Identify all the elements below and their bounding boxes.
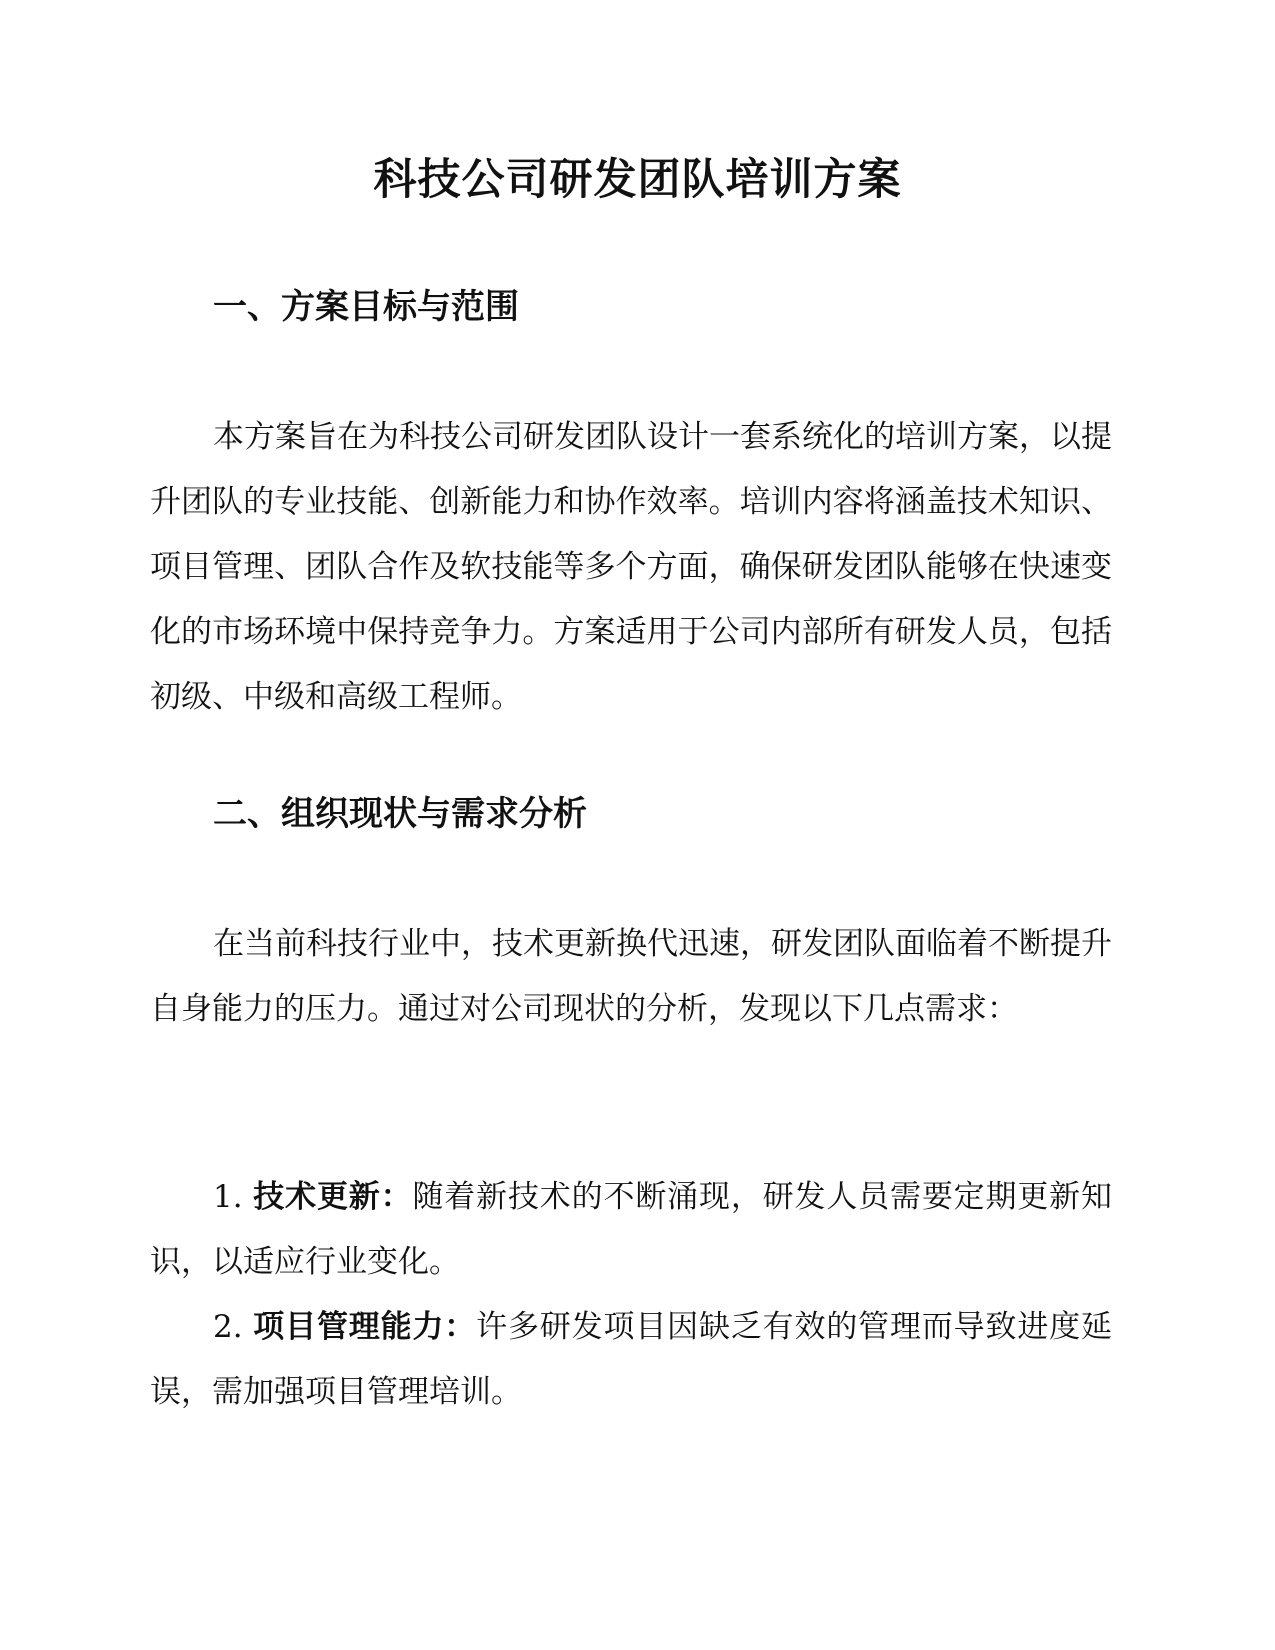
list-item-technology-update bbox=[150, 1165, 1112, 1295]
document-title: 科技公司研发团队培训方案 bbox=[373, 155, 902, 205]
section-2-paragraph: 在当前科技行业中，技术更新换代迅速，研发团队面临着不断提升自身能力的压力。通过对公司现状的分析，发现以下几点需求： bbox=[150, 926, 1112, 1027]
list-item-number: 2. bbox=[213, 1309, 254, 1345]
section-2-heading: 二、组织现状与需求分析 bbox=[213, 794, 587, 834]
list-item-lead: 项目管理能力： bbox=[253, 1309, 477, 1345]
list-item-lead: 技术更新： bbox=[253, 1179, 413, 1215]
list-item-text: 随着新技术的不断涌现，研发人员需要定期更新知识，以适应行业变化。 bbox=[150, 1179, 1113, 1280]
list-item-project-management bbox=[150, 1295, 1112, 1425]
list-item-number: 1. bbox=[213, 1179, 254, 1215]
section-1-paragraph: 本方案旨在为科技公司研发团队设计一套系统化的培训方案，以提升团队的专业技能、创新能力和协作效率。培训内容将涵盖技术知识、项目管理、团队合作及软技能等多个方面，确保研发团队能够在快速变化的市场环境中保持竞争力。方案适用于公司内部所有研发人员，包括初级、中级和高级工程师。 bbox=[150, 419, 1112, 715]
section-1-heading: 一、方案目标与范围 bbox=[213, 287, 519, 327]
list-item-text: 许多研发项目因缺乏有效的管理而导致进度延误，需加强项目管理培训。 bbox=[150, 1309, 1113, 1410]
